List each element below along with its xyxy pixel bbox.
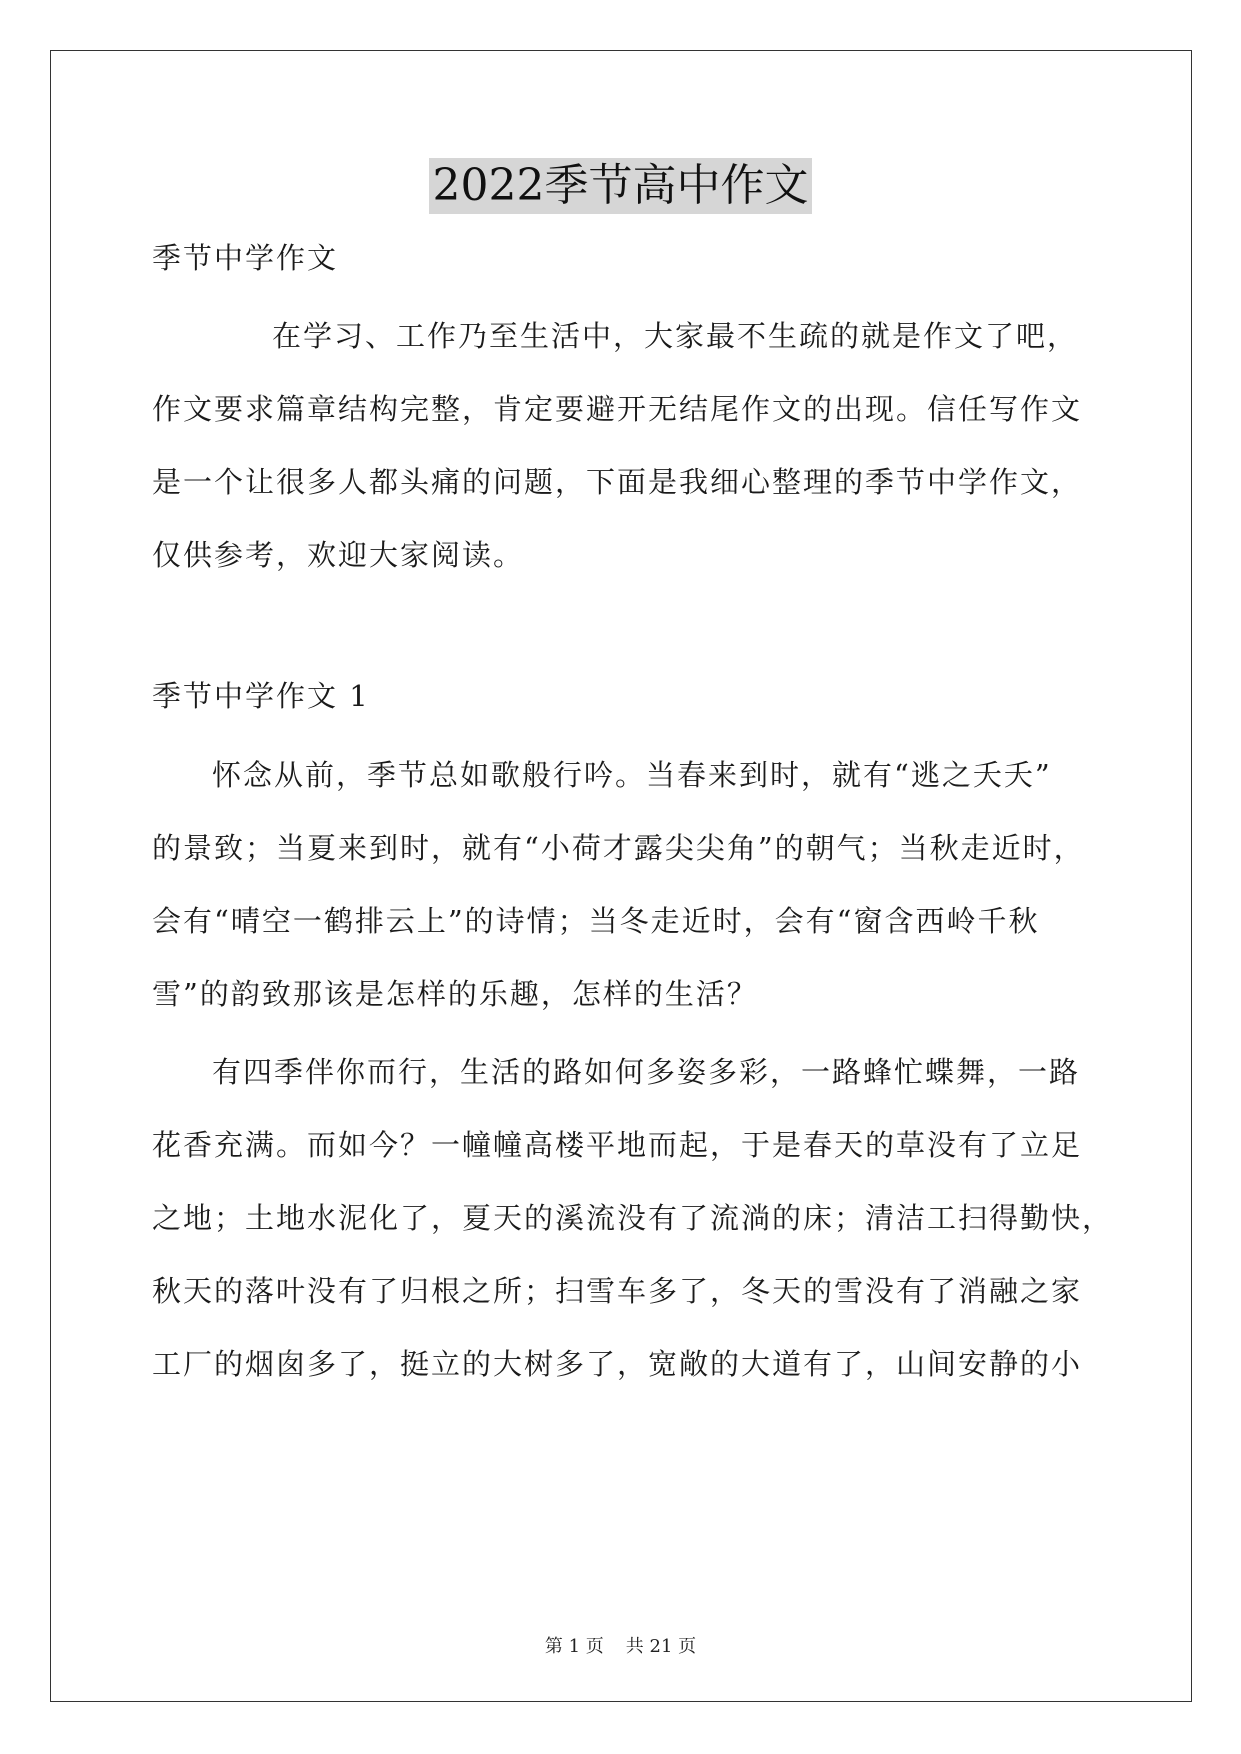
document-title: 2022季节高中作文 xyxy=(429,158,813,214)
paragraph-line: 有四季伴你而行，生活的路如何多姿多彩，一路蜂忙蝶舞，一路 xyxy=(212,1055,1081,1089)
intro-line: 是一个让很多人都头痛的问题，下面是我细心整理的季节中学作文， xyxy=(152,465,1083,499)
page-number: 第 1 页 xyxy=(544,1636,604,1657)
paragraph-line: 花香充满。而如今？一幢幢高楼平地而起，于是春天的草没有了立足 xyxy=(152,1128,1083,1162)
intro-line: 仅供参考，欢迎大家阅读。 xyxy=(152,538,525,572)
paragraph-line: 会有“晴空一鹤排云上”的诗情；当冬走近时，会有“窗含西岭千秋 xyxy=(152,904,1040,938)
paragraph-line: 雪”的韵致那该是怎样的乐趣，怎样的生活？ xyxy=(152,977,758,1011)
page-border xyxy=(50,50,1192,1702)
paragraph-line: 秋天的落叶没有了归根之所；扫雪车多了，冬天的雪没有了消融之家 xyxy=(152,1274,1083,1308)
intro-line: 在学习、工作乃至生活中，大家最不生疏的就是作文了吧， xyxy=(272,319,1079,353)
paragraph-line: 的景致；当夏来到时，就有“小荷才露尖尖角”的朝气；当秋走近时， xyxy=(152,831,1085,865)
title-container xyxy=(0,158,1241,214)
page-total: 共 21 页 xyxy=(625,1636,697,1657)
intro-line: 作文要求篇章结构完整，肯定要避开无结尾作文的出现。信任写作文 xyxy=(152,392,1083,426)
page-footer xyxy=(0,1635,1241,1659)
paragraph-line: 工厂的烟囱多了，挺立的大树多了，宽敞的大道有了，山间安静的小 xyxy=(152,1347,1083,1381)
paragraph-line: 之地；土地水泥化了，夏天的溪流没有了流淌的床；清洁工扫得勤快， xyxy=(152,1201,1114,1235)
section-heading: 季节中学作文 xyxy=(152,241,339,275)
essay-heading: 季节中学作文 1 xyxy=(152,679,370,713)
paragraph-line: 怀念从前，季节总如歌般行吟。当春来到时，就有“逃之夭夭” xyxy=(212,758,1052,792)
